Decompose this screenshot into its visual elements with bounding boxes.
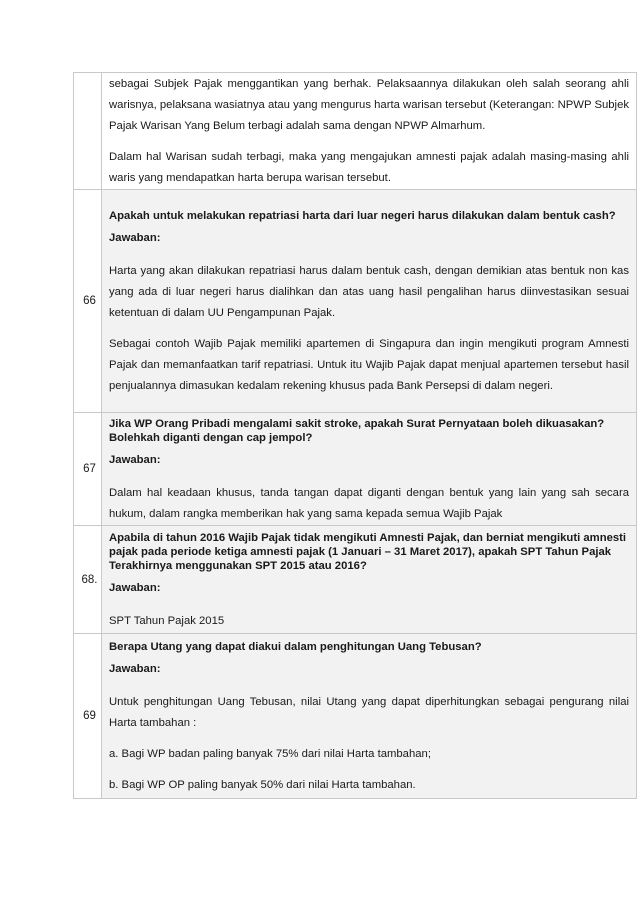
row-number-cell [74, 526, 102, 634]
answer-paragraph: a. Bagi WP badan paling banyak 75% dari nilai Harta tambahan; [109, 748, 431, 760]
question-text: Apakah untuk melakukan repatriasi harta dari luar negeri harus dilakukan dalam bentuk cash? [109, 210, 616, 222]
faq-table [73, 72, 637, 799]
row-number: 69 [83, 710, 96, 722]
answer-paragraph: SPT Tahun Pajak 2015 [109, 615, 225, 627]
faq-row-68 [74, 526, 637, 634]
faq-row-67 [74, 413, 637, 526]
qa-cell [102, 413, 637, 526]
row-number: 67 [83, 463, 96, 475]
qa-cell [102, 526, 637, 634]
answer-paragraph: Untuk penghitungan Uang Tebusan, nilai Utang yang dapat diperhitungkan sebagai pengurang nilai Harta tambahan : [109, 696, 629, 729]
answer-paragraph: b. Bagi WP OP paling banyak 50% dari nilai Harta tambahan. [109, 779, 416, 791]
answer-paragraph: Dalam hal Warisan sudah terbagi, maka yang mengajukan amnesti pajak adalah masing-masing ahli waris yang mendapatkan harta berupa warisan tersebut. [109, 150, 629, 184]
qa-cell [102, 190, 637, 413]
row-number-cell [74, 634, 102, 799]
answer-paragraph: sebagai Subjek Pajak menggantikan yang berhak. Pelaksaannya dilakukan oleh salah seorang ahli warisnya, pelaksana wasiatnya atau yang mengurus harta warisan tersebut (Keterangan: NPWP Subjek Pajak Warisan Yang Belum terbagi adalah sama dengan NPWP Almarhum. [109, 77, 629, 132]
row-number-cell [74, 413, 102, 526]
row-number: 66 [83, 295, 96, 307]
answer-cell [102, 73, 637, 190]
row-number: 68. [81, 573, 98, 586]
answer-label: Jawaban: [109, 232, 161, 244]
row-number-cell [74, 190, 102, 413]
answer-paragraph: Dalam hal keadaan khusus, tanda tangan dapat diganti dengan bentuk yang lain yang sah secara hukum, dalam rangka memberikan hak yang sama kepada semua Wajib Pajak [109, 487, 629, 520]
question-text: Apabila di tahun 2016 Wajib Pajak tidak mengikuti Amnesti Pajak, dan berniat mengikuti amnesti pajak pada periode ketiga amnesti pajak (1 Januari – 31 Maret 2017), apakah SPT Tahun Pajak Terakhirnya menggunakan SPT 2015 atau 2016? [109, 532, 627, 572]
qa-cell [102, 634, 637, 799]
answer-label: Jawaban: [109, 454, 161, 466]
faq-row-66 [74, 190, 637, 413]
question-text: Berapa Utang yang dapat diakui dalam penghitungan Uang Tebusan? [109, 641, 482, 653]
answer-label: Jawaban: [109, 663, 161, 675]
faq-row-continuation [74, 73, 637, 190]
answer-paragraph: Harta yang akan dilakukan repatriasi harus dalam bentuk cash, dengan demikian atas bentuk non kas yang ada di luar negeri harus dialihkan dan atas uang hasil pengalihan harus diinvestasikan sesuai ketentuan di dalam UU Pengampunan Pajak. [109, 265, 629, 319]
answer-paragraph: Sebagai contoh Wajib Pajak memiliki apartemen di Singapura dan ingin mengikuti program Amnesti Pajak dan memanfaatkan tarif repatriasi. Untuk itu Wajib Pajak dapat menjual apartemen tersebut hasil penjualannya dimasukan kedalam rekening khusus pada Bank Persepsi di dalam negeri. [109, 338, 629, 392]
faq-row-69 [74, 634, 637, 799]
question-text: Jika WP Orang Pribadi mengalami sakit stroke, apakah Surat Pernyataan boleh dikuasakan? Bolehkah diganti dengan cap jempol? [109, 418, 605, 444]
answer-label: Jawaban: [109, 582, 161, 594]
row-number-cell [74, 73, 102, 190]
